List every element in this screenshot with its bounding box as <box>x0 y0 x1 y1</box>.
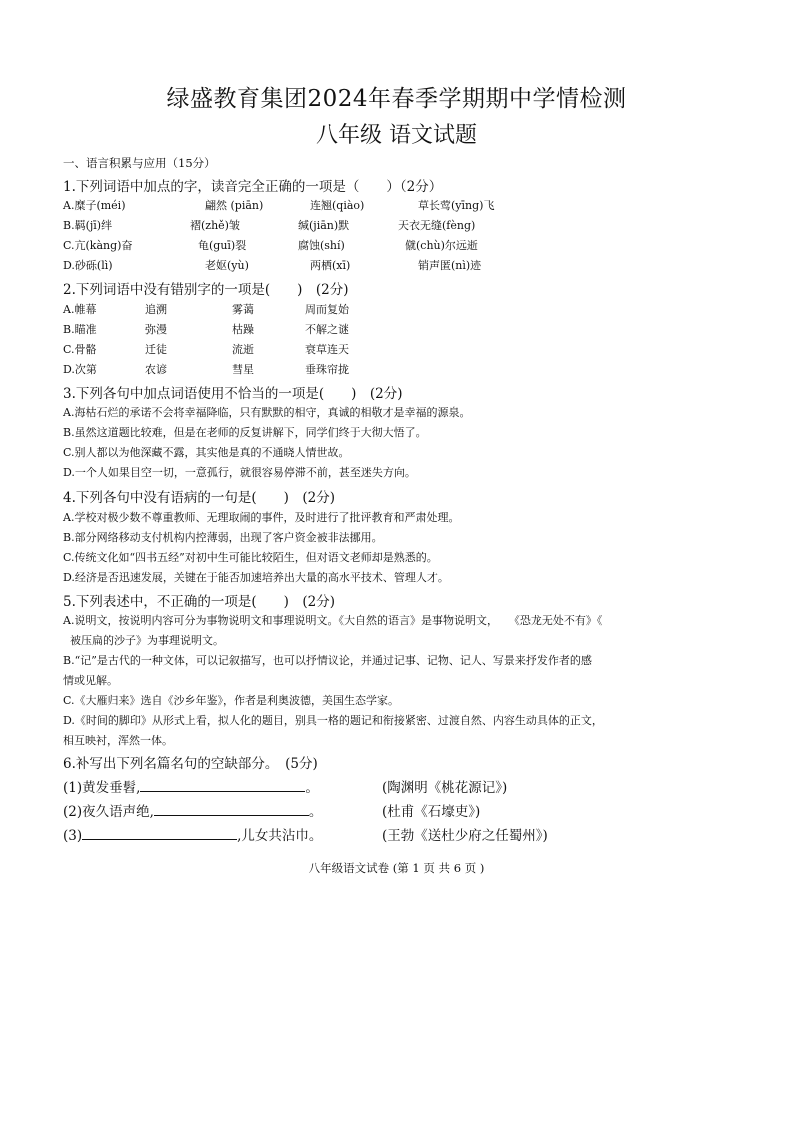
q2-option-b-2: 弥漫 <box>145 323 167 336</box>
q3-option-d: D.一个人如果目空一切，一意孤行，就很容易停滞不前，甚至迷失方向。 <box>63 466 416 479</box>
q4-option-d: D.经济是否迅速发展，关键在于能否加速培养出大量的高水平技术、管理人才。 <box>63 571 449 584</box>
question-1-stem: 1.下列词语中加点的字，读音完全正确的一项是（ ）（2分） <box>63 179 443 195</box>
q3-option-a: A.海枯石烂的承诺不会将幸福降临，只有默默的相守，真诚的相敬才是幸福的源泉。 <box>63 406 471 419</box>
q1-option-b-3: 缄(jiān)默 <box>298 219 350 232</box>
q1-option-c-3: 腐蚀(shí) <box>298 239 345 252</box>
q3-option-c: C.别人都以为他深藏不露，其实他是真的不通晓人情世故。 <box>63 446 350 459</box>
fill-item-3-post: ,儿女共沾巾。 <box>237 828 323 844</box>
q2-option-c-2: 迁徒 <box>145 343 167 356</box>
fill-item-2-post: 。 <box>308 804 323 820</box>
q1-option-c-2: 龟(guī)裂 <box>198 239 247 252</box>
fill-item-1-post: 。 <box>305 780 319 796</box>
fill-item-3-pre: (3) <box>63 828 83 844</box>
fill-item-1-source: (陶渊明《桃花源记》) <box>382 780 508 796</box>
q2-option-c-1: C.骨骼 <box>63 343 97 356</box>
fill-item-3 <box>63 824 322 844</box>
fill-item-2 <box>63 800 322 820</box>
fill-blank-2[interactable] <box>154 803 309 816</box>
q2-option-d-2: 农谚 <box>145 363 167 376</box>
q5-option-c: C.《大雁归来》选自《沙乡年鉴》，作者是利奥波德，美国生态学家。 <box>63 694 400 707</box>
q5-option-a-line2: 被压扁的沙子》为事理说明文。 <box>70 634 224 647</box>
q2-option-d-3: 彗星 <box>232 363 254 376</box>
q2-option-c-4: 衰草连天 <box>305 343 349 356</box>
q4-option-a: A.学校对极少数不尊重教师、无理取闹的事件，及时进行了批评教育和严肃处理。 <box>63 511 460 524</box>
q2-option-a-3: 雾蔼 <box>232 303 254 316</box>
q3-option-b: B.虽然这道题比较难，但是在老师的反复讲解下，同学们终于大彻大悟了。 <box>63 426 427 439</box>
fill-item-2-pre: (2)夜久语声绝, <box>63 804 154 820</box>
q2-option-b-4: 不解之谜 <box>305 323 349 336</box>
page-footer: 八年级语文试卷 (第 1 页 共 6 页 ) <box>308 861 485 875</box>
fill-item-2-source: (杜甫《石壕吏》) <box>382 804 481 820</box>
q5-option-a-line1: A.说明文，按说明内容可分为事物说明文和事理说明文。《大自然的语言》是事物说明文， 《恐龙无处不有》《 <box>63 614 603 627</box>
question-3-stem: 3.下列各句中加点词语使用不恰当的一项是( ) (2分) <box>63 386 403 402</box>
section-heading: 一、语言积累与应用（15分） <box>63 156 216 170</box>
fill-blank-3[interactable] <box>82 827 237 840</box>
q5-option-d-line2: 相互映衬，浑然一体。 <box>63 734 173 747</box>
q2-option-b-3: 枯躁 <box>232 323 254 336</box>
q4-option-b: B.部分网络移动支付机构内控薄弱，出现了客户资金被非法挪用。 <box>63 531 383 544</box>
q1-option-d-1: D.砂砾(lì) <box>63 259 113 272</box>
q2-option-d-4: 垂珠帘拢 <box>305 363 349 376</box>
exam-title: 绿盛教育集团2024年春季学期期中学情检测 <box>166 86 627 112</box>
question-2-stem: 2.下列词语中没有错别字的一项是( ) (2分) <box>63 282 349 298</box>
q1-option-a-3: 连翘(qiào) <box>310 199 365 212</box>
q1-option-d-3: 两栖(xī) <box>310 259 351 272</box>
q2-option-d-1: D.次第 <box>63 363 97 376</box>
fill-item-1 <box>63 776 319 796</box>
q5-option-b-line2: 情或见解。 <box>63 674 118 687</box>
q1-option-d-2: 老妪(yù) <box>205 259 249 272</box>
q2-option-a-4: 周而复始 <box>305 303 349 316</box>
q4-option-c: C.传统文化如“四书五经”对初中生可能比较陌生，但对语文老师却是熟悉的。 <box>63 551 438 564</box>
question-6-stem: 6.补写出下列名篇名句的空缺部分。 (5分) <box>63 756 318 772</box>
question-4-stem: 4.下列各句中没有语病的一句是( ) (2分) <box>63 490 336 506</box>
q1-option-b-4: 天衣无缝(fèng) <box>398 219 476 232</box>
q2-option-b-1: B.瞄准 <box>63 323 97 336</box>
q1-option-d-4: 销声匿(nì)迹 <box>418 259 482 272</box>
q5-option-b-line1: B.“记”是古代的一种文体，可以记叙描写，也可以抒情议论，并通过记事、记物、记人、写景来抒发作者的感 <box>63 654 592 667</box>
q1-option-b-1: B.羁(jī)绊 <box>63 219 113 232</box>
q1-option-a-4: 草长莺(yīng)飞 <box>418 199 495 212</box>
fill-blank-1[interactable] <box>140 779 305 792</box>
q1-option-a-1: A.糜子(méi) <box>63 199 126 212</box>
q5-option-d-line1: D.《时间的脚印》从形式上看，拟人化的题目，别具一格的题记和衔接紧密、过渡自然、内容生动具体的正文， <box>63 714 603 727</box>
exam-subtitle: 八年级 语文试题 <box>316 123 477 148</box>
q1-option-a-2: 翩然 (piān) <box>205 199 264 212</box>
question-5-stem: 5.下列表述中，不正确的一项是( ) (2分) <box>63 594 336 610</box>
q2-option-a-2: 追溯 <box>145 303 167 316</box>
fill-item-3-source: (王勃《送杜少府之任蜀州》) <box>382 828 548 844</box>
q2-option-c-3: 流逝 <box>232 343 254 356</box>
q1-option-b-2: 褶(zhě)皱 <box>190 219 240 232</box>
q2-option-a-1: A.帷幕 <box>63 303 97 316</box>
fill-item-1-pre: (1)黄发垂髫, <box>63 780 141 796</box>
q1-option-c-1: C.亢(kàng)奋 <box>63 239 133 252</box>
q1-option-c-4: 僦(chù)尔远逝 <box>405 239 478 252</box>
